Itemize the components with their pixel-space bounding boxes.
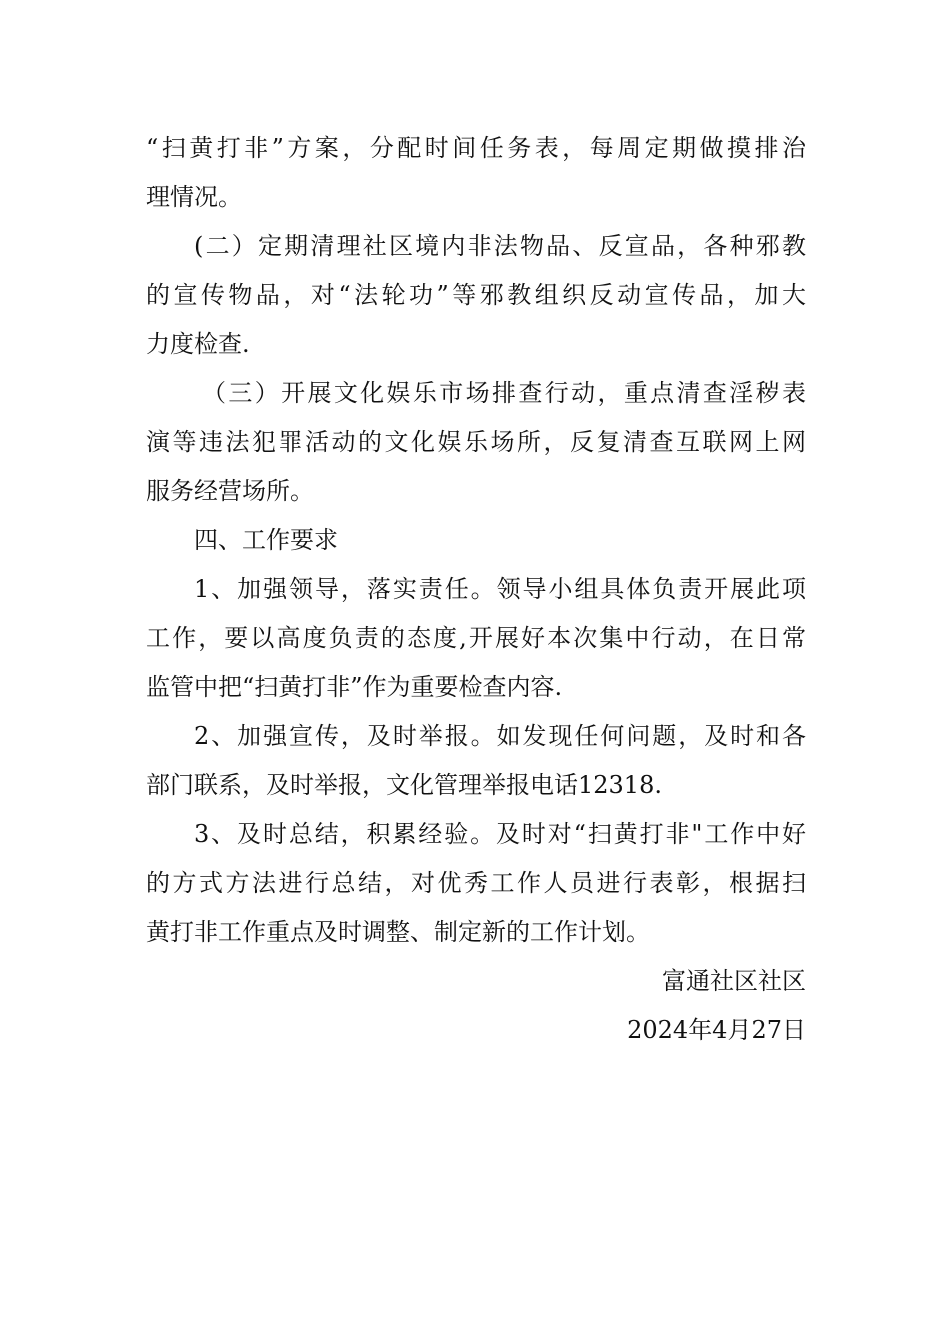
text-line: 的宣传物品，对“法轮功”等邪教组织反动宣传品，加大 xyxy=(146,281,806,309)
paragraph-requirement-three xyxy=(146,810,806,957)
section-heading-work-requirements xyxy=(146,516,806,565)
signature-date: 2024年4月27日 xyxy=(627,1016,806,1044)
document-page xyxy=(146,124,806,1055)
paragraph-plan-continuation xyxy=(146,124,806,222)
text-line: （三）开展文化娱乐市场排查行动，重点清查淫秽表 xyxy=(202,379,806,407)
paragraph-requirement-two xyxy=(146,712,806,810)
text-line: 3、及时总结，积累经验。及时对“扫黄打非"工作中好 xyxy=(194,820,806,848)
paragraph-item-three xyxy=(146,369,806,516)
text-line: 黄打非工作重点及时调整、制定新的工作计划。 xyxy=(146,918,650,946)
text-line: (二）定期清理社区境内非法物品、反宣品，各种邪教 xyxy=(194,232,806,260)
paragraph-item-two xyxy=(146,222,806,369)
signature-block xyxy=(146,957,806,1055)
text-line: 工作，要以高度负责的态度,开展好本次集中行动，在日常 xyxy=(146,624,806,652)
text-line: “扫黄打非”方案，分配时间任务表，每周定期做摸排治 xyxy=(146,134,806,162)
text-line: 监管中把“扫黄打非”作为重要检查内容. xyxy=(146,673,563,701)
paragraph-requirement-one xyxy=(146,565,806,712)
text-line: 1、加强领导，落实责任。领导小组具体负责开展此项 xyxy=(194,575,806,603)
text-line: 服务经营场所。 xyxy=(146,477,314,505)
text-line: 2、加强宣传，及时举报。如发现任何问题，及时和各 xyxy=(194,722,806,750)
text-line: 理情况。 xyxy=(146,183,242,211)
text-line: 的方式方法进行总结，对优秀工作人员进行表彰，根据扫 xyxy=(146,869,806,897)
section-heading: 四、工作要求 xyxy=(194,526,338,554)
text-line: 部门联系，及时举报，文化管理举报电话12318. xyxy=(146,771,662,799)
text-line: 演等违法犯罪活动的文化娱乐场所，反复清查互联网上网 xyxy=(146,428,806,456)
signature-organization: 富通社区社区 xyxy=(662,967,806,995)
text-line: 力度检查. xyxy=(146,330,250,358)
